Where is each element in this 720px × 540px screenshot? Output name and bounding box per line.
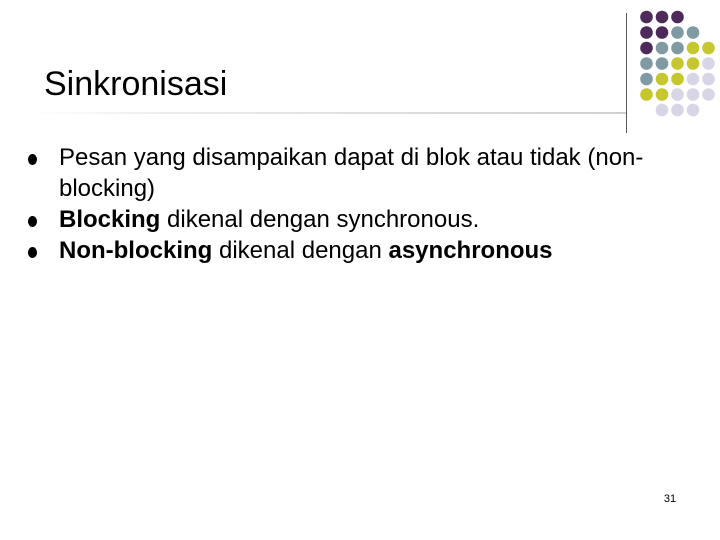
decor-dot [671,11,684,24]
decor-dot [671,26,684,39]
bold-text-segment: Blocking [59,206,161,233]
corner-divider-line [626,13,627,133]
slide-title: Sinkronisasi [44,65,228,103]
bullet-dot [28,247,37,258]
bold-text-segment: Non-blocking [59,237,213,264]
decor-dot [640,88,653,101]
bullet-text [59,237,553,264]
decor-dot [702,88,715,101]
page-number: 31 [663,493,677,505]
bullet-text [59,144,643,202]
decor-dot [656,42,669,55]
decor-dot [640,42,653,55]
decor-dot [687,57,700,70]
title-underline [28,112,626,114]
bold-text-segment: asynchronous [388,237,553,264]
decor-dot [671,88,684,101]
decor-dot [656,73,669,86]
decor-dot [656,11,669,24]
decor-dot [687,88,700,101]
decor-dot [671,73,684,86]
decor-dot [656,57,669,70]
decor-dot [687,26,700,39]
decor-dot [640,11,653,24]
decor-dot [671,104,684,117]
decor-dot [671,57,684,70]
bullet-item [28,235,708,266]
bullet-dot [28,154,37,165]
decor-dot [656,26,669,39]
decor-dot [640,26,653,39]
corner-dot-grid [638,8,720,118]
decor-dot [702,42,715,55]
decor-dot [687,104,700,117]
bullet-list [28,142,708,266]
bullet-item [28,204,708,235]
decor-dot [656,104,669,117]
text-segment: dikenal dengan synchronous. [160,206,480,233]
decor-dot [640,73,653,86]
bullet-item [28,142,708,204]
text-segment: Pesan yang disampaikan dapat di blok atau tidak (non-blocking) [59,144,644,202]
text-segment: dikenal dengan [212,237,389,264]
decor-dot [687,73,700,86]
decor-dot [640,57,653,70]
bullet-dot [28,216,37,227]
decor-dot [702,57,715,70]
decor-dot [702,73,715,86]
decor-dot [671,42,684,55]
decor-dot [687,42,700,55]
bullet-text [59,206,479,233]
decor-dot [656,88,669,101]
